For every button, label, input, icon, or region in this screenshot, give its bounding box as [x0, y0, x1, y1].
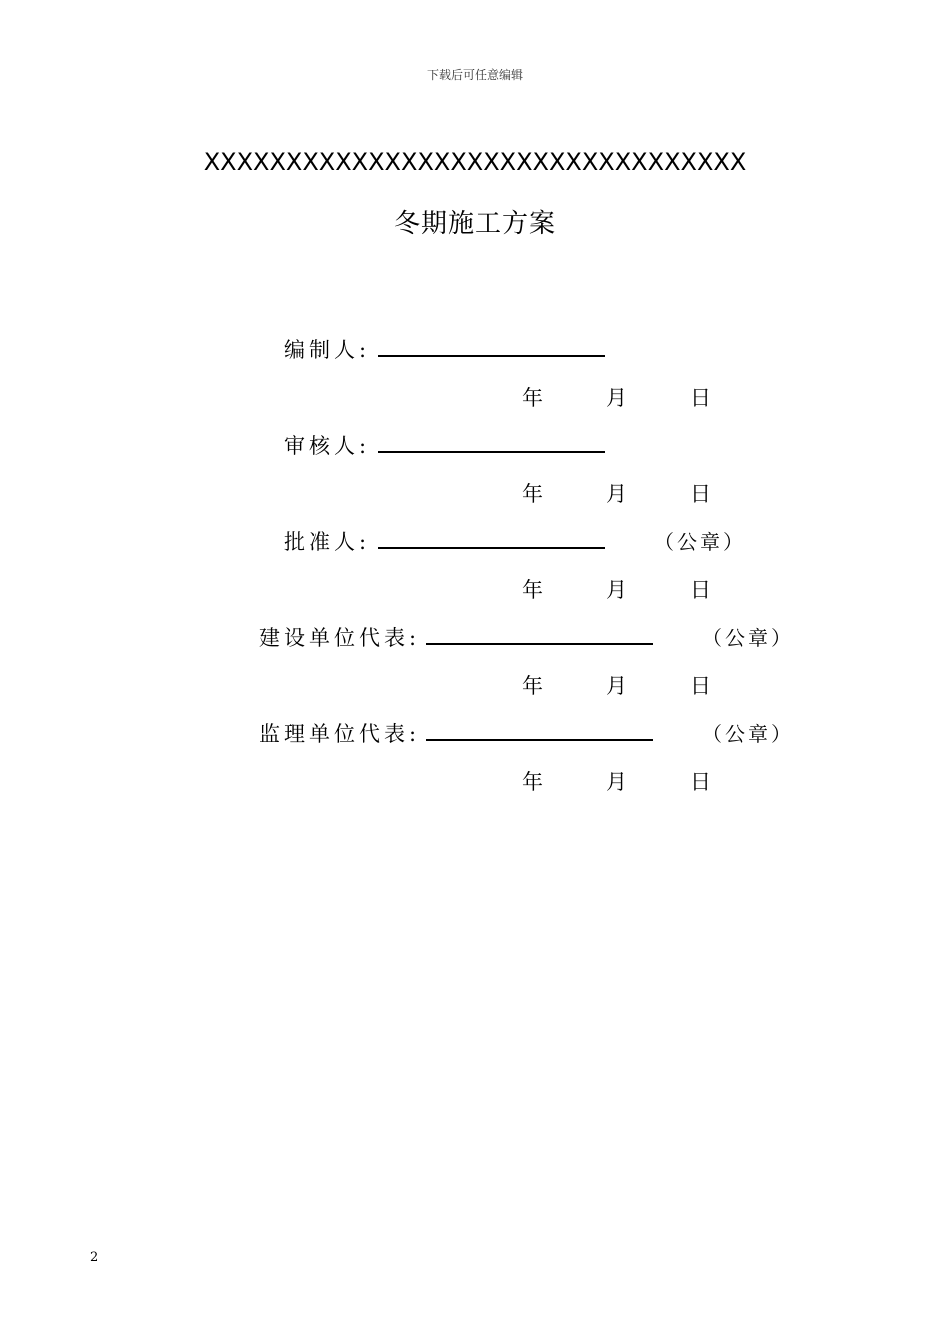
- date-year-5: 年: [522, 770, 543, 794]
- signature-line-supervisor-rep: [426, 739, 653, 741]
- signature-line-approver: [378, 547, 605, 549]
- signature-line-owner-rep: [426, 643, 653, 645]
- date-month-1: 月: [606, 386, 627, 410]
- date-day-1: 日: [690, 386, 711, 410]
- date-month-2: 月: [606, 482, 627, 506]
- date-year-4: 年: [522, 674, 543, 698]
- signature-label-compiler: 编制人:: [284, 338, 371, 362]
- date-day-4: 日: [690, 674, 711, 698]
- date-year-2: 年: [522, 482, 543, 506]
- date-month-3: 月: [606, 578, 627, 602]
- date-year-3: 年: [522, 578, 543, 602]
- seal-note-approver: （公章）: [654, 530, 746, 554]
- header-note: 下载后可任意编辑: [426, 68, 523, 82]
- date-month-5: 月: [606, 770, 627, 794]
- project-title: XXXXXXXXXXXXXXXXXXXXXXXXXXXXXXXXX: [203, 148, 747, 176]
- date-month-4: 月: [606, 674, 627, 698]
- seal-note-supervisor-rep: （公章）: [702, 722, 794, 746]
- date-day-5: 日: [690, 770, 711, 794]
- signature-line-compiler: [378, 355, 605, 357]
- signature-label-supervisor-rep: 监理单位代表:: [259, 722, 421, 746]
- document-title: 冬期施工方案: [393, 209, 556, 239]
- date-day-3: 日: [690, 578, 711, 602]
- date-year-1: 年: [522, 386, 543, 410]
- page-number: 2: [90, 1250, 99, 1265]
- signature-line-reviewer: [378, 451, 605, 453]
- signature-label-approver: 批准人:: [284, 530, 371, 554]
- signature-label-owner-rep: 建设单位代表:: [259, 626, 421, 650]
- signature-label-reviewer: 审核人:: [284, 434, 371, 458]
- seal-note-owner-rep: （公章）: [702, 626, 794, 650]
- date-day-2: 日: [690, 482, 711, 506]
